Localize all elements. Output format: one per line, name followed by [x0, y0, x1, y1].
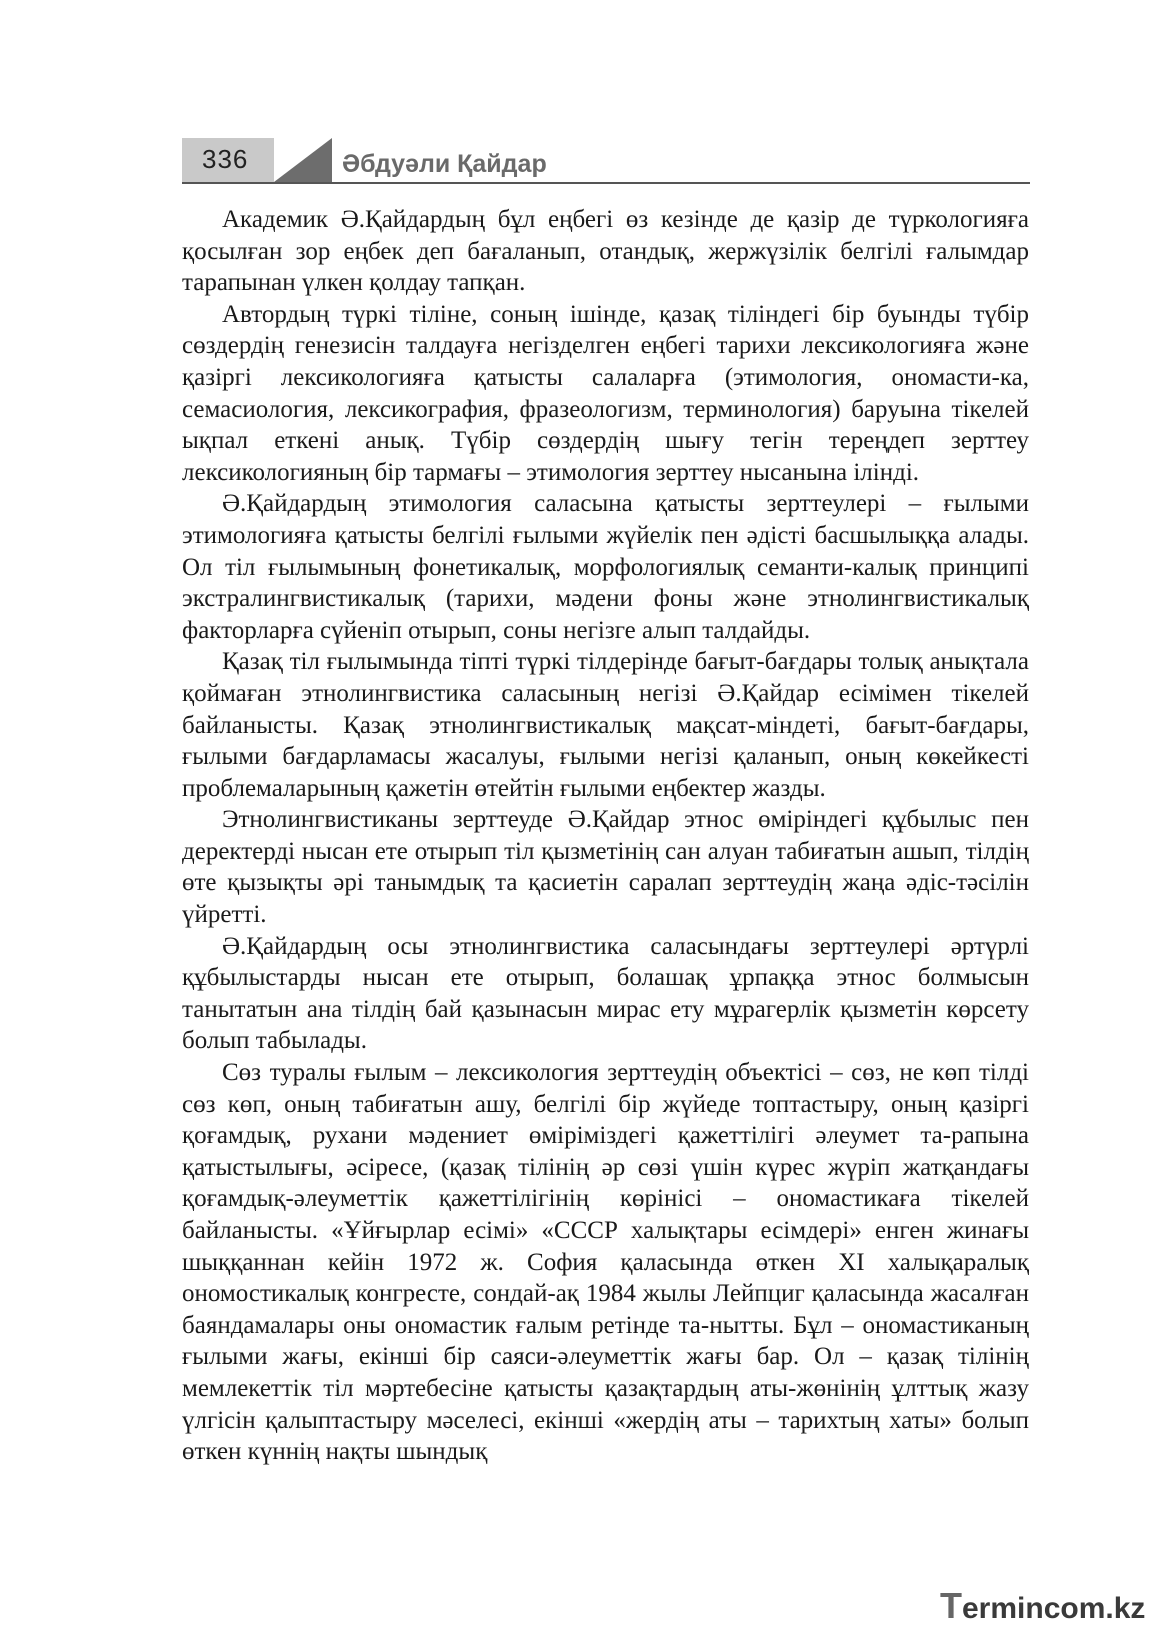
running-head-author: Әбдуәли Қайдар: [342, 150, 547, 178]
paragraph-2: Автордың түркі тіліне, соның ішінде, қазақ тіліндегі бір буынды түбір сөздердің генезисін талдауға негізделген еңбегі тарихи лексикологияға және қазіргі лексикологияға қатысты салаларға (этимология, ономасти-ка, семасиология, лексикография, фразеологизм, терминология) баруына тікелей ықпал еткені анық. Түбір сөздердің шығу тегін тереңдеп зерттеу лексикологияның бір тармағы – этимология зерттеу нысанына ілінді.: [182, 300, 1029, 486]
paragraph-3: Ә.Қайдардың этимология саласына қатысты зерттеулері – ғылыми этимологияға қатысты белгілі ғылыми жүйелік пен әдісті басшылыққа алады. Ол тіл ғылымының фонетикалық, морфологиялық семанти-калық принципі экстралингвистикалық (тарихи, мәдени фоны және этнолингвистикалық факторларға сүйеніп отырып, соны негізге алып талдайды.: [182, 490, 1029, 644]
watermark-rest: ermincom.kz: [962, 1592, 1146, 1625]
page-header: [182, 138, 1030, 190]
page-number-box: [182, 138, 274, 182]
paragraph-5: Этнолингвистиканы зерттеуде Ә.Қайдар этнос өміріндегі құбылыс пен деректерді нысан ете отырып тіл қызметінің сан алуан табиғатын ашып, тілдің өте қызықты әрі танымдық та қасиетін саралап зерттеудің жаңа әдіс-тәсілін үйретті.: [182, 806, 1029, 929]
paragraph-7: Сөз туралы ғылым – лексикология зерттеудің объектісі – сөз, не көп тілді сөз көп, оның табиғатын ашу, белгілі бір жүйеде топтастыру, оның қазіргі қоғамдық, рухани мәдениет өміріміздегі қажеттілігі әлеумет та-рапына қатыстылығы, әсіресе, (қазақ тілінің әр сөзі үшін күрес жүріп жатқандағы қоғамдық-әлеуметтік қажеттілігінің көрінісі – ономастикаға тікелей байланысты. «Ұйғырлар есімі» «СССР халықтары есімдері» енген жинағы шыққаннан кейін 1972 ж. София қаласында өткен XI халықаралық ономостикалық конгресте, сондай-ақ 1984 жылы Лейпциг қаласында жасалған баяндамалары оны ономастик ғалым ретінде та-нытты. Бұл – ономастиканың ғылыми жағы, екінші бір саяси-әлеуметтік жағы бар. Ол – қазақ тілінің мемлекеттік тіл мәртебесіне қатысты қазақтардың аты-жөнінің ұлттық жазу үлгісін қалыптастыру мәселесі, екінші «жердің аты – тарихтың хаты» болып өткен күннің нақты шындық: [182, 1059, 1029, 1466]
header-arrow-decoration: [274, 138, 332, 182]
page-body: [182, 204, 1029, 1468]
header-rule: [182, 182, 1030, 184]
page-number: 336: [202, 144, 249, 174]
watermark-first-letter: T: [940, 1585, 962, 1626]
paragraph-6: Ә.Қайдардың осы этнолингвистика саласындағы зерттеулері әртүрлі құбылыстарды нысан ете отырып, болашақ ұрпаққа этнос болмысын танытатын ана тілдің бай қазынасын мирас ету мұрагерлік қызметін көрсету болып табылады.: [182, 932, 1029, 1055]
paragraph-1: Академик Ә.Қайдардың бұл еңбегі өз кезінде де қазір де түркологияға қосылған зор еңбек деп бағаланып, отандық, жержүзілік белгілі ғалымдар тарапынан үлкен қолдау тапқан.: [182, 206, 1029, 297]
terminkom-watermark: [940, 1585, 1145, 1627]
paragraph-4: Қазақ тіл ғылымында тіпті түркі тілдерінде бағыт-бағдары толық анықтала қоймаған этнолингвистика саласының негізі Ә.Қайдар есімімен тікелей байланысты. Қазақ этнолингвистикалық мақсат-міндеті, бағыт-бағдары, ғылыми бағдарламасы жасалуы, ғылыми негізі қаланып, оның көкейкесті проблемаларының қажетін өтейтін ғылыми еңбектер жазды.: [182, 648, 1029, 802]
